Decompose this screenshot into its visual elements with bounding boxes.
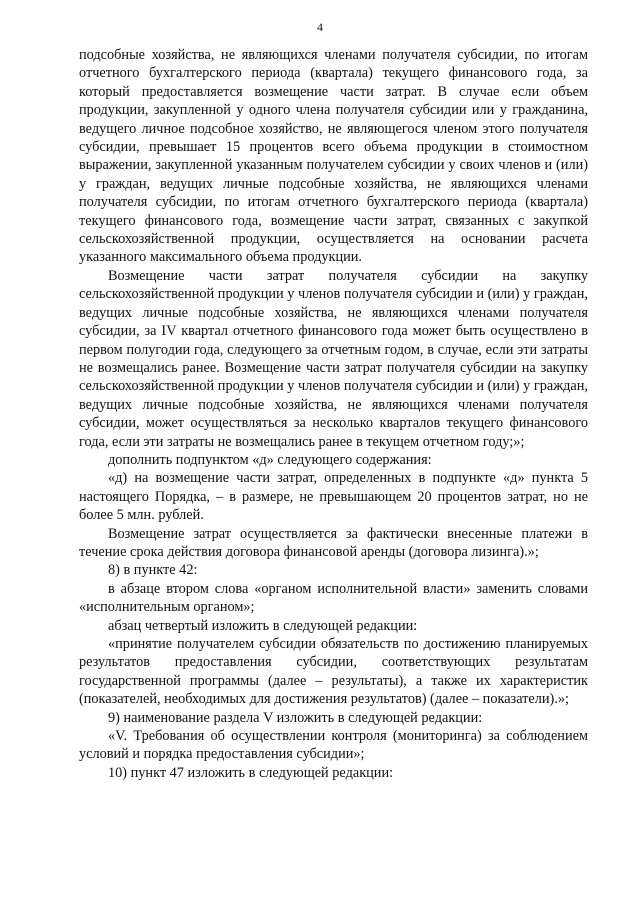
paragraph-reimbursement-q4: Возмещение части затрат получателя субсидии на закупку сельскохозяйственной продукции у членов получателя субсидии и (или) у граждан, ведущих личные подсобные хозяйства, не являющихся членами получателя субсидии, за IV квартал отчетного финансового года может быть осуществлено в первом полугодии года, следующего за отчетным годом, в случае, если эти затраты не возмещались ранее. Возмещение части затрат получателя субсидии на закупку сельскохозяйственной продукции у членов получателя субсидии и (или) у граждан, ведущих личные подсобные хозяйства, не являющихся членами получателя субсидии, может осуществляться за несколько кварталов текущего финансового года, если эти затраты не возмещались ранее в текущем отчетном году;»; bbox=[79, 267, 588, 450]
paragraph-continuation: подсобные хозяйства, не являющихся членами получателя субсидии, по итогам отчетного бухгалтерского периода (квартала) текущего финансового года, за который предоставляется возмещение части затрат. В случае если объем продукции, закупленной у одного члена получателя субсидии или у гражданина, ведущего личное подсобное хозяйство, не являющегося членом этого получателя субсидии, превышает 15 процентов всего объема продукции в стоимостном выражении, закупленной указанным получателем субсидии у своих членов и (или) у граждан, ведущих личные подсобные хозяйства, не являющихся членами получателя субсидии, по итогам отчетного бухгалтерского периода (квартала) текущего финансового года, возмещение части затрат, связанных с закупкой сельскохозяйственной продукции, осуществляется на основании расчета указанного максимального объема продукции. bbox=[79, 47, 588, 266]
paragraph-fourth-abzac: абзац четвертый изложить в следующей редакции: bbox=[108, 617, 418, 634]
document-body bbox=[79, 46, 588, 782]
page-number: 4 bbox=[317, 20, 323, 34]
paragraph-add-subitem-d: дополнить подпунктом «д» следующего содержания: bbox=[108, 451, 432, 468]
paragraph-obligations: «принятие получателем субсидии обязательств по достижению планируемых результатов предоставления субсидии, соответствующих результатам государственной программы (далее – результаты), а также их характеристик (показателей, необходимых для достижения результатов) (далее – показатели).»; bbox=[79, 636, 588, 708]
paragraph-subitem-d: «д) на возмещение части затрат, определенных в подпункте «д» пункта 5 настоящего Порядка, – в размере, не превышающем 20 процентов затрат, но не более 5 млн. рублей. bbox=[79, 470, 588, 524]
paragraph-item-9: 9) наименование раздела V изложить в следующей редакции: bbox=[108, 709, 483, 726]
paragraph-leasing-payments: Возмещение затрат осуществляется за фактически внесенные платежи в течение срока действия договора финансовой аренды (договора лизинга).»; bbox=[79, 525, 588, 560]
paragraph-section-v-title: «V. Требования об осуществлении контроля (мониторинга) за соблюдением условий и порядка предоставления субсидии»; bbox=[79, 728, 588, 763]
paragraph-replace-words: в абзаце втором слова «органом исполнительной власти» заменить словами «исполнительным органом»; bbox=[79, 580, 588, 616]
paragraph-item-10: 10) пункт 47 изложить в следующей редакции: bbox=[108, 764, 394, 781]
paragraph-item-8: 8) в пункте 42: bbox=[108, 562, 198, 579]
